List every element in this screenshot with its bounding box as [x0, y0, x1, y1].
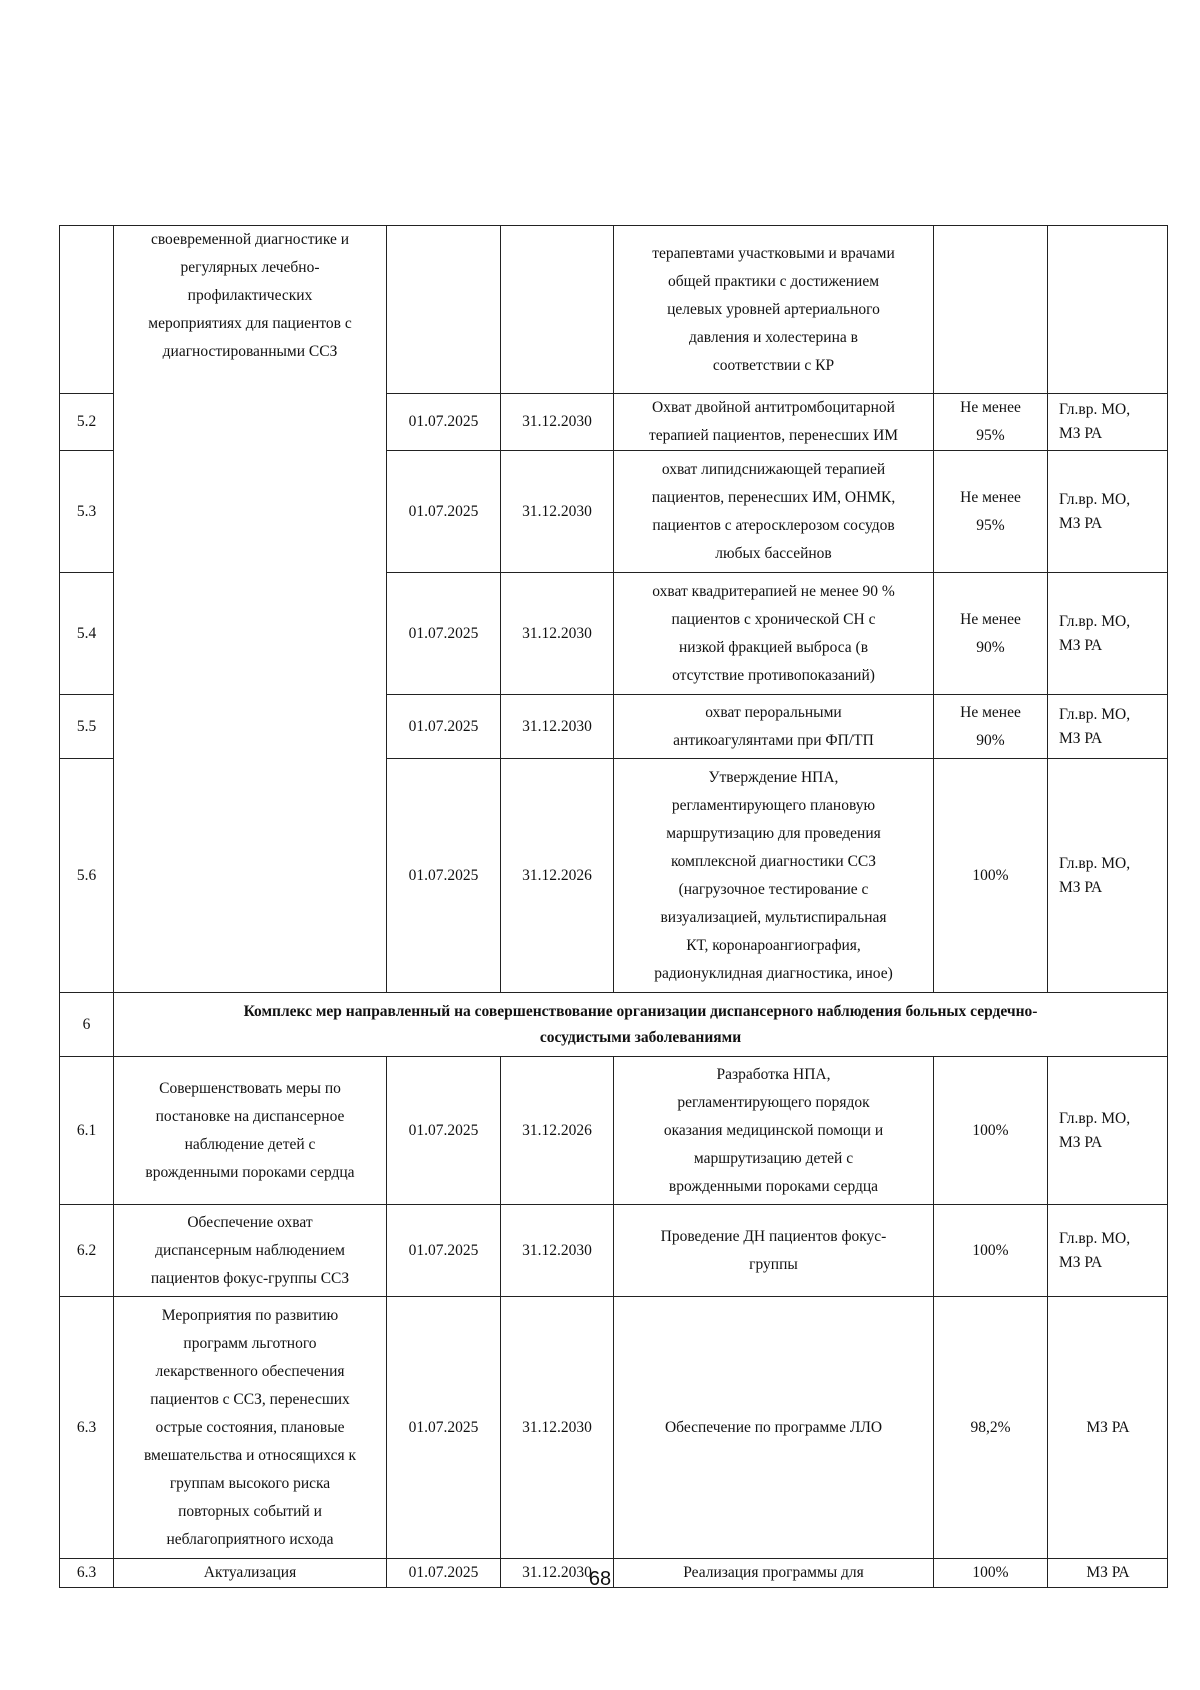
end-date: 31.12.2030 [501, 1297, 614, 1559]
start-date: 01.07.2025 [387, 1559, 501, 1588]
row-number: 5.2 [60, 394, 114, 451]
row-number: 5.4 [60, 573, 114, 695]
responsible-cell: Гл.вр. МО, МЗ РА [1048, 451, 1168, 573]
indicator-cell: Утверждение НПА, регламентирующего плановую маршрутизацию для проведения комплексной диагностики ССЗ (нагрузочное тестирование с визуализацией, мультиспиральная КТ, коронароангиография, радионуклидная диагностика, иное) [614, 759, 934, 993]
responsible-cell: МЗ РА [1048, 1297, 1168, 1559]
start-date: 01.07.2025 [387, 1057, 501, 1205]
start-date [387, 226, 501, 394]
end-date: 31.12.2030 [501, 1559, 614, 1588]
end-date: 31.12.2030 [501, 394, 614, 451]
start-date: 01.07.2025 [387, 1205, 501, 1297]
section-row [60, 993, 1168, 1057]
responsible-cell: МЗ РА [1048, 1559, 1168, 1588]
target-value: Не менее 95% [934, 451, 1048, 573]
row-number: 6.3 [60, 1559, 114, 1588]
table-row [60, 1057, 1168, 1205]
table-row [60, 1297, 1168, 1559]
end-date: 31.12.2030 [501, 451, 614, 573]
responsible-cell: Гл.вр. МО, МЗ РА [1048, 759, 1168, 993]
start-date: 01.07.2025 [387, 695, 501, 759]
row-number: 5.5 [60, 695, 114, 759]
responsible-cell: Гл.вр. МО, МЗ РА [1048, 695, 1168, 759]
measure-cell: Актуализация [114, 1559, 387, 1588]
target-value: 100% [934, 1057, 1048, 1205]
responsible-cell: Гл.вр. МО, МЗ РА [1048, 394, 1168, 451]
table-row [60, 226, 1168, 394]
start-date: 01.07.2025 [387, 1297, 501, 1559]
row-number: 5.6 [60, 759, 114, 993]
end-date: 31.12.2030 [501, 1205, 614, 1297]
indicator-cell: Реализация программы для [614, 1559, 934, 1588]
target-value: 98,2% [934, 1297, 1048, 1559]
end-date: 31.12.2026 [501, 759, 614, 993]
responsible-cell: Гл.вр. МО, МЗ РА [1048, 1057, 1168, 1205]
end-date: 31.12.2030 [501, 695, 614, 759]
start-date: 01.07.2025 [387, 451, 501, 573]
target-value: 100% [934, 1559, 1048, 1588]
measure-cell: Обеспечение охват диспансерным наблюдением пациентов фокус-группы ССЗ [114, 1205, 387, 1297]
row-number: 6.2 [60, 1205, 114, 1297]
target-value: Не менее 90% [934, 695, 1048, 759]
row-number [60, 226, 114, 394]
indicator-cell: Проведение ДН пациентов фокус- группы [614, 1205, 934, 1297]
measure-cell: Мероприятия по развитию программ льготного лекарственного обеспечения пациентов с ССЗ, перенесших острые состояния, плановые вмешательства и относящихся к группам высокого риска повторных событий и неблагоприятного исхода [114, 1297, 387, 1559]
activities-table [59, 225, 1168, 1588]
section-title: Комплекс мер направленный на совершенствование организации диспансерного наблюдения больных сердечно- сосудистыми заболеваниями [114, 993, 1168, 1057]
section-number: 6 [60, 993, 114, 1057]
target-value: Не менее 95% [934, 394, 1048, 451]
table-row [60, 1205, 1168, 1297]
indicator-cell: Охват двойной антитромбоцитарной терапией пациентов, перенесших ИМ [614, 394, 934, 451]
page-number: 68 [588, 1568, 612, 1590]
end-date: 31.12.2026 [501, 1057, 614, 1205]
measure-cell: своевременной диагностике и регулярных лечебно- профилактических мероприятиях для пациентов с диагностированными ССЗ [114, 226, 387, 993]
target-value: 100% [934, 759, 1048, 993]
row-number: 5.3 [60, 451, 114, 573]
start-date: 01.07.2025 [387, 394, 501, 451]
row-number: 6.1 [60, 1057, 114, 1205]
responsible-cell: Гл.вр. МО, МЗ РА [1048, 573, 1168, 695]
target-value [934, 226, 1048, 394]
end-date: 31.12.2030 [501, 573, 614, 695]
end-date [501, 226, 614, 394]
target-value: 100% [934, 1205, 1048, 1297]
measure-cell: Совершенствовать меры по постановке на диспансерное наблюдение детей с врожденными пороками сердца [114, 1057, 387, 1205]
start-date: 01.07.2025 [387, 759, 501, 993]
indicator-cell: охват липидснижающей терапией пациентов, перенесших ИМ, ОНМК, пациентов с атеросклерозом сосудов любых бассейнов [614, 451, 934, 573]
indicator-cell: охват квадритерапией не менее 90 % пациентов с хронической СН с низкой фракцией выброса (в отсутствие противопоказаний) [614, 573, 934, 695]
target-value: Не менее 90% [934, 573, 1048, 695]
indicator-cell: охват пероральными антикоагулянтами при ФП/ТП [614, 695, 934, 759]
start-date: 01.07.2025 [387, 573, 501, 695]
indicator-cell: Обеспечение по программе ЛЛО [614, 1297, 934, 1559]
row-number: 6.3 [60, 1297, 114, 1559]
responsible-cell [1048, 226, 1168, 394]
indicator-cell: Разработка НПА, регламентирующего порядок оказания медицинской помощи и маршрутизацию детей с врожденными пороками сердца [614, 1057, 934, 1205]
indicator-cell: терапевтами участковыми и врачами общей практики с достижением целевых уровней артериального давления и холестерина в соответствии с КР [614, 226, 934, 394]
responsible-cell: Гл.вр. МО, МЗ РА [1048, 1205, 1168, 1297]
